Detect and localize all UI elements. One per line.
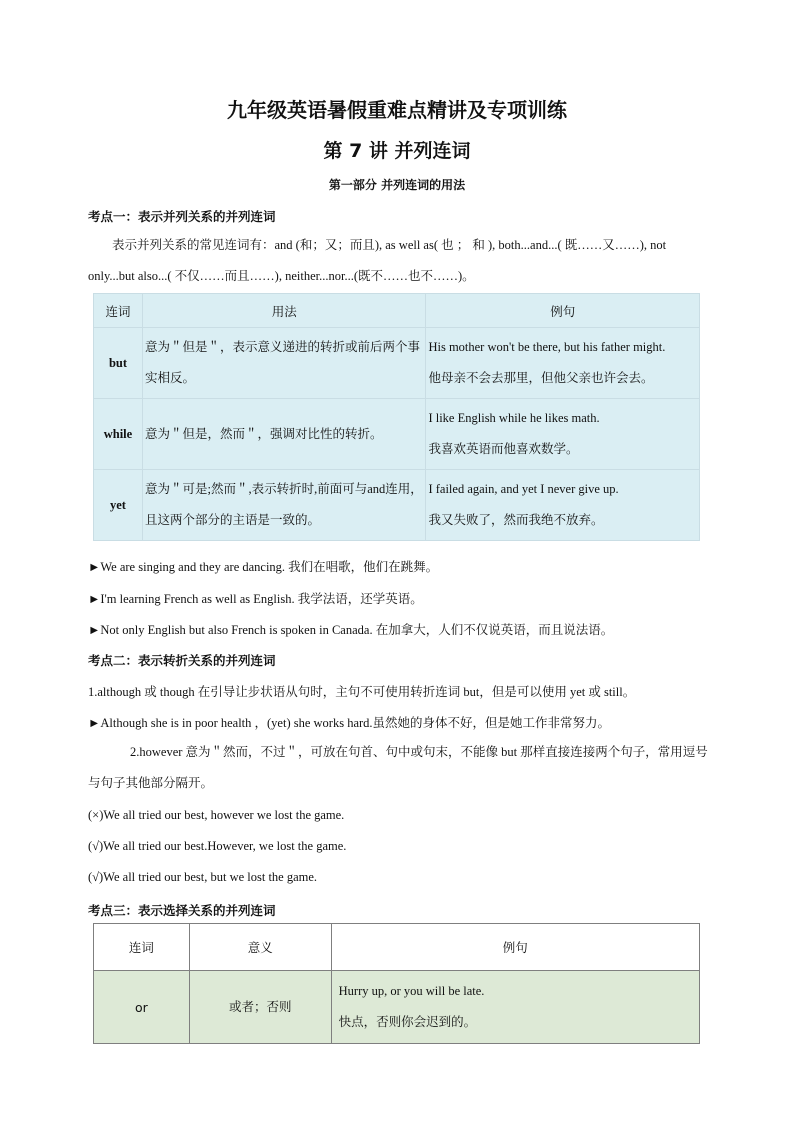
example-cn: 我喜欢英语而他喜欢数学。 (428, 442, 579, 456)
table-row (94, 971, 700, 1044)
example-line: ►I'm learning French as well as English. 我学法语，还学英语。 (88, 592, 423, 606)
example-en: His mother won't be there, but his father might. (428, 340, 666, 354)
header-cell: 例句 (331, 924, 699, 971)
table-header-row (94, 924, 700, 971)
kp1-heading: 考点一：表示并列关系的并列连词 (88, 209, 276, 224)
example-en: I like English while he likes math. (428, 411, 600, 425)
conjunction-cell: or (94, 971, 190, 1044)
example-en: I failed again, and yet I never give up. (428, 482, 619, 496)
document-title: 九年级英语暑假重难点精讲及专项训练 (227, 98, 567, 122)
example-cn: 他母亲不会去那里，但他父亲也许会去。 (428, 371, 654, 385)
example-cell (426, 470, 700, 541)
kp2-rule-1-example: ►Although she is in poor health ，(yet) she works hard.虽然她的身体不好，但是她工作非常努力。 (88, 716, 611, 730)
meaning-cell: 或者；否则 (189, 971, 331, 1044)
header-cell: 连词 (94, 924, 190, 971)
usage-cell: 意为＂但是，然而＂，强调对比性的转折。 (142, 399, 425, 470)
sentence-correct: (√)We all tried our best.However, we lost the game. (88, 839, 347, 853)
conjunction-cell: while (94, 399, 143, 470)
usage-cell: 意为＂可是;然而＂,表示转折时,前面可与and连用，且这两个部分的主语是一致的。 (142, 470, 425, 541)
sentence-wrong: (×)We all tried our best, however we lost the game. (88, 808, 345, 822)
table-row (94, 470, 700, 541)
kp1-intro: 表示并列关系的常见连词有：and (和；又；而且), as well as( 也 ； 和 ), both...and...( 既……又……), not only...but also...( 不仅……而且……), neither...nor...(既不……也不……)。 (88, 238, 667, 283)
conjunction-cell: but (94, 328, 143, 399)
kp2-heading: 考点二：表示转折关系的并列连词 (88, 653, 276, 668)
example-cn: 快点，否则你会迟到的。 (338, 1015, 477, 1029)
header-cell: 用法 (142, 294, 425, 328)
table-header-row (94, 294, 700, 328)
part-title: 第一部分 并列连词的用法 (328, 178, 466, 192)
kp2-rule-1: 1.although 或 though 在引导让步状语从句时，主句不可使用转折连词 but，但是可以使用 yet 或 still。 (88, 685, 636, 699)
example-cell (426, 328, 700, 399)
example-cell (331, 971, 699, 1044)
kp2-rule-2: 2.however 意为＂然而，不过＂，可放在句首、句中或句末，不能像 but 那样直接连接两个句子，常用逗号与句子其他部分隔开。 (88, 745, 708, 790)
example-line: ►Not only English but also French is spoken in Canada. 在加拿大，人们不仅说英语，而且说法语。 (88, 623, 614, 637)
choice-conjunction-table (93, 923, 700, 1044)
table-row (94, 328, 700, 399)
conjunction-cell: yet (94, 470, 143, 541)
lesson-title: 第 7 讲 并列连词 (323, 140, 471, 162)
usage-cell: 意为＂但是＂，表示意义递进的转折或前后两个事实相反。 (142, 328, 425, 399)
header-cell: 意义 (189, 924, 331, 971)
header-cell: 例句 (426, 294, 700, 328)
header-cell: 连词 (94, 294, 143, 328)
example-cn: 我又失败了，然而我绝不放弃。 (428, 513, 604, 527)
example-en: Hurry up, or you will be late. (338, 984, 485, 998)
table-row (94, 399, 700, 470)
example-cell (426, 399, 700, 470)
example-line: ►We are singing and they are dancing. 我们在唱歌，他们在跳舞。 (88, 560, 439, 574)
kp3-heading: 考点三：表示选择关系的并列连词 (88, 903, 276, 918)
sentence-correct: (√)We all tried our best, but we lost the game. (88, 870, 318, 884)
parallel-conjunction-table (93, 293, 700, 541)
